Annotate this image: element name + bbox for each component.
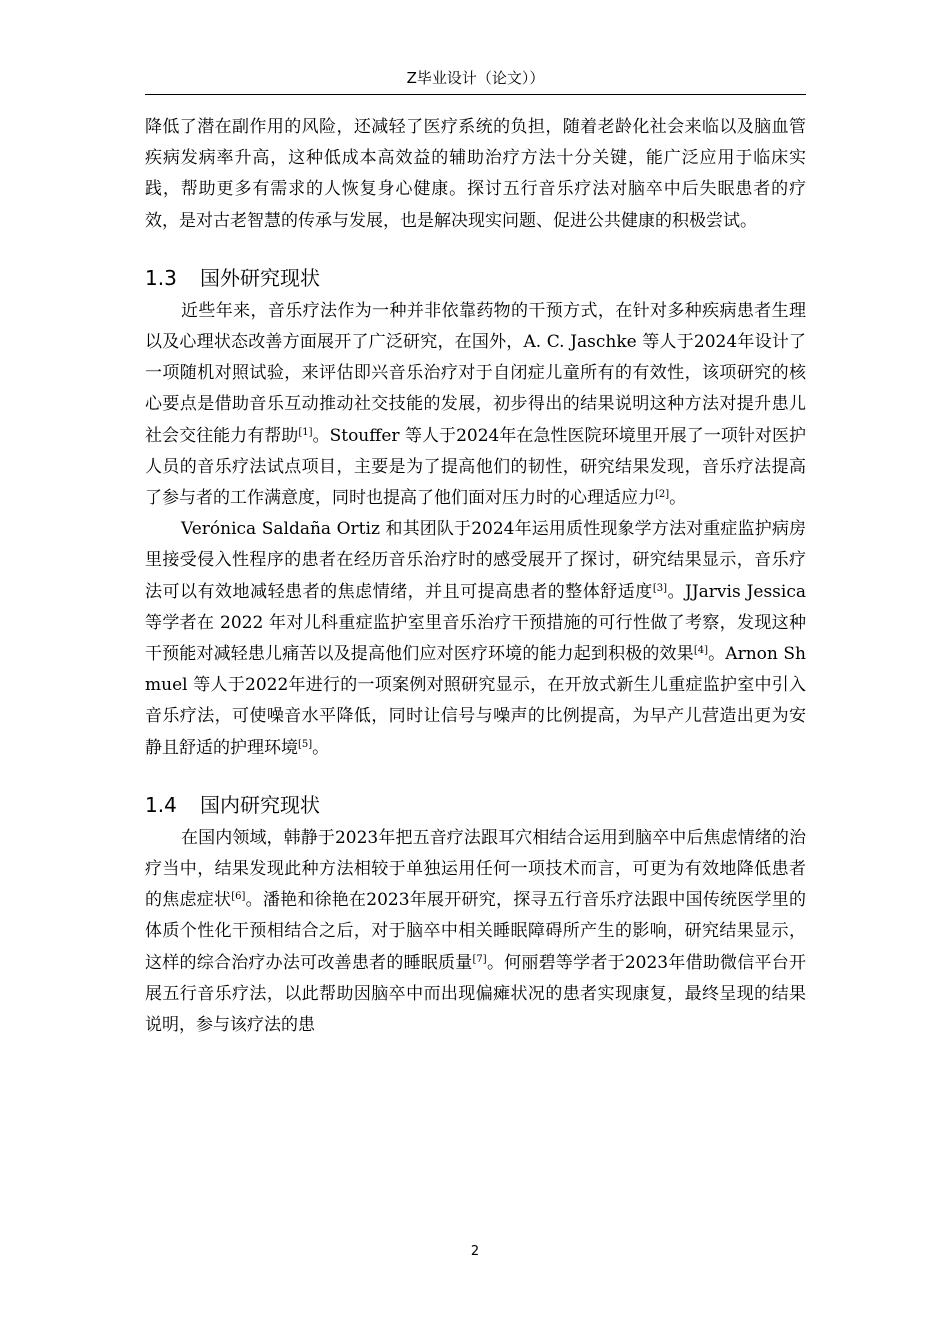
section-heading-1-3 <box>145 263 806 294</box>
citation-ref: [2] <box>655 489 670 501</box>
section-heading-1-4 <box>145 790 806 821</box>
citation-ref: [1] <box>298 426 313 438</box>
paragraph-domestic-research-1: 在国内领域，韩静于2023年把五音疗法跟耳穴相结合运用到脑卒中后焦虑情绪的治疗当中，结果发现此种方法相较于单独运用任何一项技术而言，可更为有效地降低患者的焦虑症状[6]。潘艳和徐艳在2023年展开研究，探寻五行音乐疗法跟中国传统医学里的体质个性化干预相结合之后，对于脑卒中相关睡眠障碍所产生的影响，研究结果显示，这样的综合治疗办法可改善患者的睡眠质量[7]。何丽碧等学者于2023年借助微信平台开展五行音乐疗法，以此帮助因脑卒中而出现偏瘫状况的患者实现康复，最终呈现的结果说明，参与该疗法的患 <box>145 827 807 1036</box>
intro-paragraph: 降低了潜在副作用的风险，还减轻了医疗系统的负担，随着老龄化社会来临以及脑血管疾病发病率升高，这种低成本高效益的辅助治疗方法十分关键，能广泛应用于临床实践，帮助更多有需求的人恢复身心健康。探讨五行音乐疗法对脑卒中后失眠患者的疗效，是对古老智慧的传承与发展，也是解决现实问题、促进公共健康的积极尝试。 <box>145 117 806 231</box>
section-number: 1.4 <box>145 792 177 817</box>
page-number: 2 <box>470 1244 480 1259</box>
paragraph-foreign-research-2: Verónica Saldaña Ortiz 和其团队于2024年运用质性现象学方法对重症监护病房里接受侵入性程序的患者在经历音乐治疗时的感受展开了探讨，研究结果显示，音乐疗法可以有效地减轻患者的焦虑情绪，并且可提高患者的整体舒适度[3]。JJarvis Jessica 等学者在 2022 年对儿科重症监护室里音乐治疗干预措施的可行性做了考察，发现这种干预能对减轻患儿痛苦以及提高他们应对医疗环境的能力起到积极的效果[4]。Arnon Shmuel 等人于2022年进行的一项案例对照研究显示，在开放式新生儿重症监护室中引入音乐疗法，可使噪音水平降低，同时让信号与噪声的比例提高，为早产儿营造出更为安静且舒适的护理环境[5]。 <box>145 519 806 758</box>
citation-ref: [6] <box>231 891 246 903</box>
header-title: Z毕业设计（论文）） <box>406 69 545 87</box>
page-footer <box>0 1244 950 1259</box>
section-number: 1.3 <box>145 265 177 290</box>
citation-ref: [4] <box>693 645 708 657</box>
section-title: 国内研究现状 <box>200 792 320 817</box>
paragraph-foreign-research-1: 近些年来，音乐疗法作为一种并非依靠药物的干预方式，在针对多种疾病患者生理以及心理状态改善方面展开了广泛研究，在国外，A. C. Jaschke 等人于2024年设计了一项随机对照试验，来评估即兴音乐治疗对于自闭症儿童所有的有效性，该项研究的核心要点是借助音乐互动推动社交技能的发展，初步得出的结果说明这种方法对提升患儿社会交往能力有帮助[1]。Stouffer 等人于2024年在急性医院环境里开展了一项针对医护人员的音乐疗法试点项目，主要是为了提高他们的韧性，研究结果发现，音乐疗法提高了参与者的工作满意度，同时也提高了他们面对压力时的心理适应力[2]。 <box>145 300 807 509</box>
citation-ref: [7] <box>472 953 487 965</box>
citation-ref: [3] <box>652 582 667 594</box>
page-header <box>145 64 806 95</box>
citation-ref: [5] <box>298 738 313 750</box>
page-body <box>145 112 806 1041</box>
section-title: 国外研究现状 <box>200 265 320 290</box>
